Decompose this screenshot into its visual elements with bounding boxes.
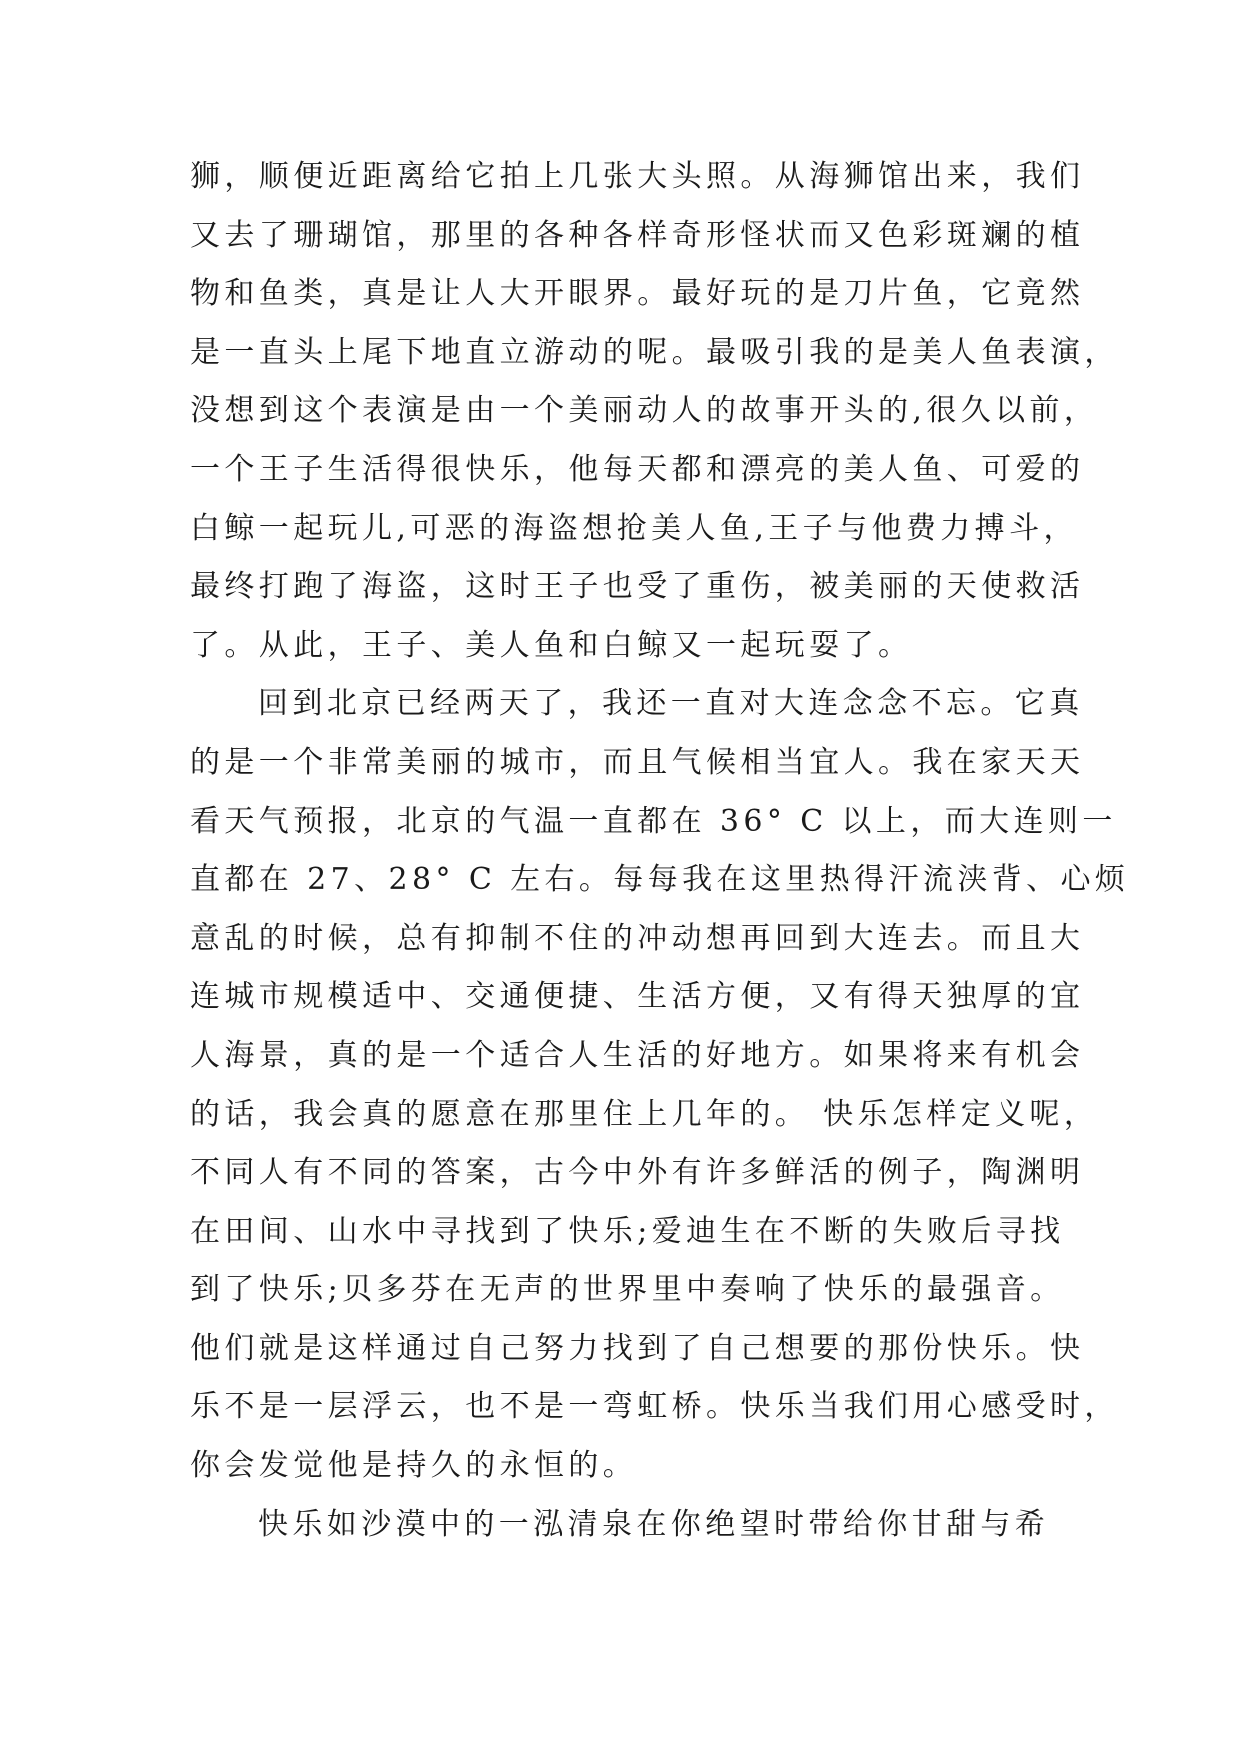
text-line: 乐不是一层浮云，也不是一弯虹桥。快乐当我们用心感受时， [190, 1389, 1119, 1425]
text-line: 到了快乐;贝多芬在无声的世界里中奏响了快乐的最强音。 [190, 1272, 1065, 1308]
text-line: 最终打跑了海盗，这时王子也受了重伤，被美丽的天使救活 [190, 569, 1085, 605]
text-line: 他们就是这样通过自己努力找到了自己想要的那份快乐。快 [190, 1330, 1085, 1366]
text-line: 是一直头上尾下地直立游动的呢。最吸引我的是美人鱼表演， [190, 334, 1119, 370]
text-line: 在田间、山水中寻找到了快乐;爱迪生在不断的失败后寻找 [190, 1213, 1065, 1249]
text-line: 人海景，真的是一个适合人生活的好地方。如果将来有机会 [190, 1037, 1085, 1073]
text-line: 物和鱼类，真是让人大开眼界。最好玩的是刀片鱼，它竟然 [190, 276, 1085, 312]
text-line: 的话，我会真的愿意在那里住上几年的。 快乐怎样定义呢， [190, 1096, 1099, 1132]
text-line: 你会发觉他是持久的永恒的。 [190, 1448, 638, 1484]
text-line: 狮，顺便近距离给它拍上几张大头照。从海狮馆出来，我们 [190, 159, 1085, 194]
text-line: 没想到这个表演是由一个美丽动人的故事开头的,很久以前， [190, 393, 1099, 429]
text-line: 一个王子生活得很快乐，他每天都和漂亮的美人鱼、可爱的 [190, 451, 1085, 487]
text-line: 又去了珊瑚馆，那里的各种各样奇形怪状而又色彩斑斓的植 [190, 217, 1085, 253]
text-line: 回到北京已经两天了，我还一直对大连念念不忘。它真 [258, 686, 1084, 722]
text-line: 连城市规模适中、交通便捷、生活方便，又有得天独厚的宜 [190, 979, 1085, 1015]
text-line: 意乱的时候，总有抑制不住的冲动想再回到大连去。而且大 [190, 920, 1085, 956]
text-line: 白鲸一起玩儿,可恶的海盗想抢美人鱼,王子与他费力搏斗， [190, 510, 1078, 546]
body-text [190, 157, 1130, 1563]
text-line: 的是一个非常美丽的城市，而且气候相当宜人。我在家天天 [190, 744, 1085, 780]
text-line: 快乐如沙漠中的一泓清泉在你绝望时带给你甘甜与希 [258, 1506, 1050, 1542]
text-line: 不同人有不同的答案，古今中外有许多鲜活的例子，陶渊明 [190, 1155, 1085, 1191]
text-line: 了。从此，王子、美人鱼和白鲸又一起玩耍了。 [190, 627, 913, 663]
text-line: 直都在 27、28° C 左右。每每我在这里热得汗流浃背、心烦 [190, 862, 1130, 898]
text-line: 看天气预报，北京的气温一直都在 36° C 以上，而大连则一 [190, 803, 1117, 839]
